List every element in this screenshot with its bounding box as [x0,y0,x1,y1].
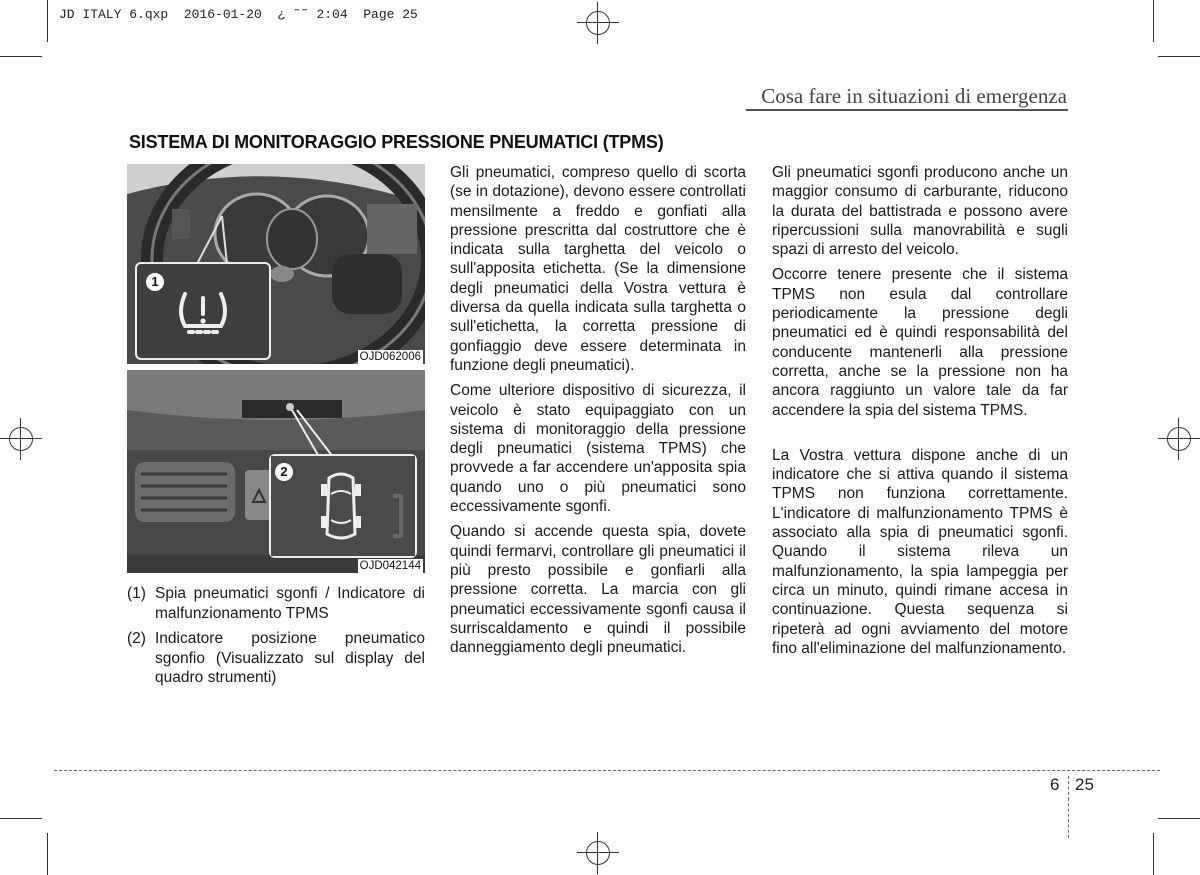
figure-instrument-cluster [127,164,425,364]
callout-number: 2 [275,463,293,481]
body-paragraph: Gli pneumatici sgonfi producono anche un maggior consumo di carburante, riducono la durata del battistrada e possono avere ripercussioni sulla manovrabilità e sugli spazi di arresto del veicolo. [772,164,1068,259]
body-paragraph: La Vostra vettura dispone anche di un indicatore che si attiva quando il sistema TPMS non funziona correttamente. L'indicatore di malfunzionamento TPMS è associato alla spia di pneumatici sgonfi. Quando il sistema rileva un malfunzionamento, la spia lampeggia per circa un minuto, quindi rimane accesa in continuazione. Questa sequenza si ripeterà ad ogni avviamento del motore fino all'eliminazione del malfunzionamento. [772,446,1068,657]
section-title: SISTEMA DI MONITORAGGIO PRESSIONE PNEUMATICI (TPMS) [129,132,664,152]
footer-rule [54,770,1160,771]
running-header: Cosa fare in situazioni di emergenza [761,84,1067,108]
body-paragraph: Occorre tenere presente che il sistema TPMS non esula dal controllare periodicamente la pressione degli pneumatici ed è quindi responsabilità del conducente mantenerli alla pressione corretta, anche se la pressione non ha ancora raggiunto un valore tale da far accendere la spia del sistema TPMS. [772,266,1068,419]
registration-mark [1158,418,1200,460]
caption-item [127,584,425,623]
page-number: 25 [1075,775,1094,794]
crop-mark [0,56,42,57]
caption-text: Indicatore posizione pneumatico sgonfio (Visualizzato sul display del quadro strumenti) [155,630,425,686]
body-column-right [772,163,1068,664]
caption-item [127,629,425,688]
crop-mark [1158,818,1200,819]
callout-number: 1 [146,273,164,291]
crop-mark [1153,0,1154,42]
crop-mark [47,833,48,875]
crop-mark [0,818,42,819]
registration-mark [0,418,42,460]
body-paragraph: Come ulteriore dispositivo di sicurezza, il veicolo è stato equipaggiato con un sistema di monitoraggio della pressione degli pneumatici (sistema TPMS) che provvede a far accendere un'apposita spia quando uno o più pneumatici sono eccessivamente sgonfi. [450,382,746,516]
print-slug: JD ITALY 6.qxp 2016-01-20 ¿ ˜˜ 2:04 Page 25 [59,7,418,22]
page-chapter-number: 6 [1050,775,1060,794]
figure-id: OJD062006 [359,351,421,363]
page-divider [1068,776,1069,800]
body-paragraph: Gli pneumatici, compreso quello di scorta (se in dotazione), devono essere controllati mensilmente a freddo e gonfiati alla pressione prescritta dal costruttore che è indicata sulla targhetta del veicolo o sull'apposita etichetta. (Se la dimensione degli pneumatici della Vostra vettura è diversa da quella indicata sulla targhetta o sull'etichetta, la corretta pressione di gonfiaggio deve essere determinata in funzione degli pneumatici). [450,164,746,374]
body-column-middle [450,163,746,663]
header-rule [746,109,1068,111]
registration-mark [577,832,619,874]
caption-text: Spia pneumatici sgonfi / Indicatore di malfunzionamento TPMS [155,585,425,622]
figure-center-display [127,370,425,573]
page-divider-lower [1068,798,1069,838]
figure-captions [127,584,425,694]
crop-mark [47,0,48,42]
figure-id: OJD042144 [359,560,421,572]
caption-number: (2) [127,630,146,647]
caption-number: (1) [127,585,146,602]
crop-mark [1153,833,1154,875]
registration-mark [577,2,619,44]
body-paragraph: Quando si accende questa spia, dovete quindi fermarvi, controllare gli pneumatici il più presto possibile e gonfiarli alla pressione corretta. La marcia con gli pneumatici eccessivamente sgonfi causa il surriscaldamento e quindi il possibile danneggiamento degli pneumatici. [450,523,746,657]
crop-mark [1158,56,1200,57]
